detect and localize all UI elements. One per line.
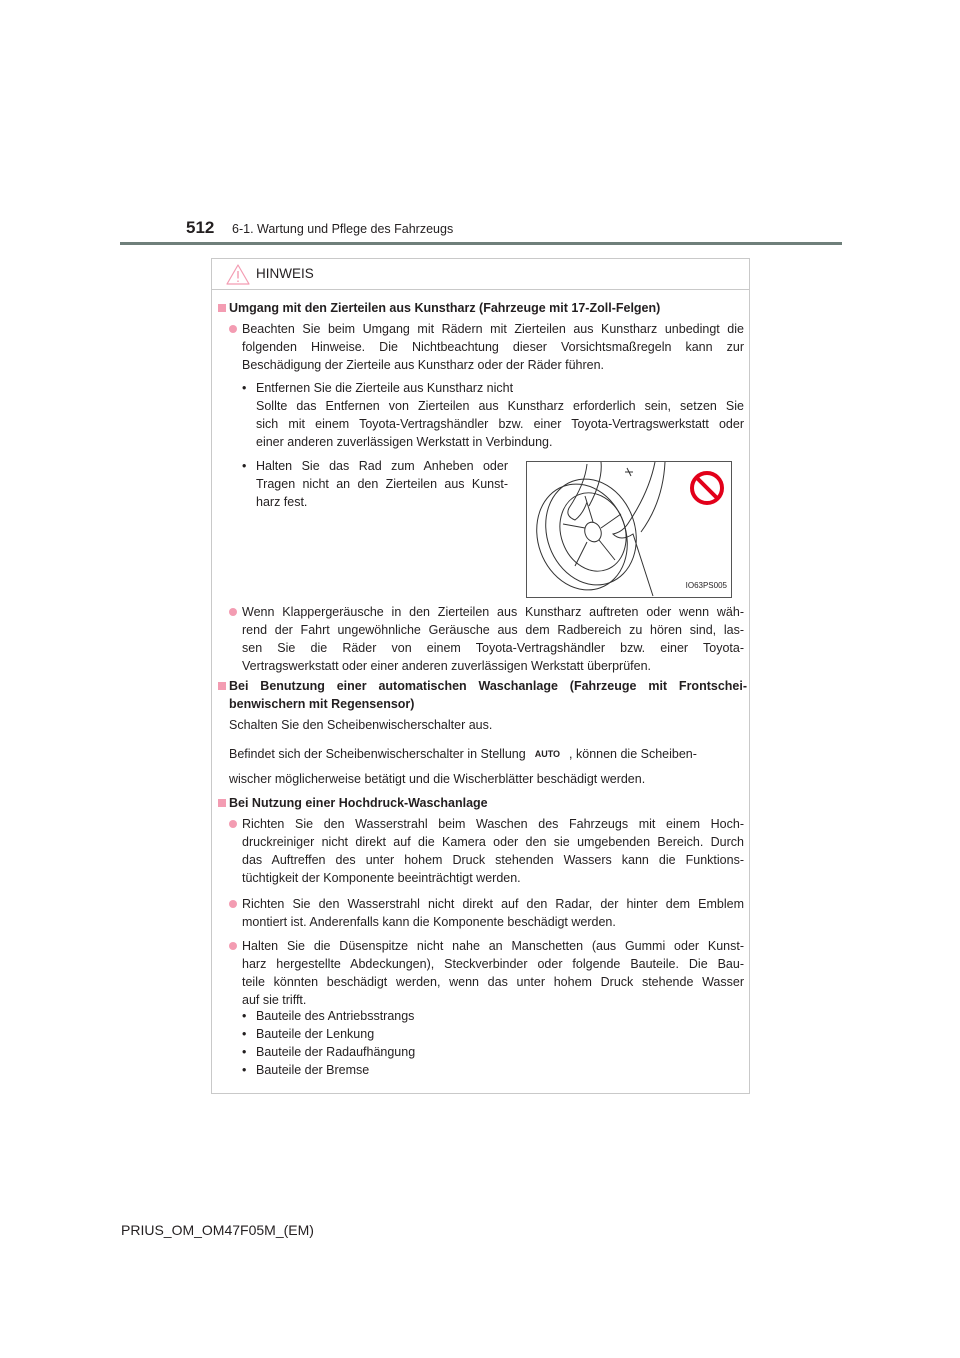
text-line: druckreiniger nicht direkt auf die Kamera oder den sie umgebenden Bereich. Durch bbox=[242, 835, 744, 849]
text-line: Sollte das Entfernen von Zierteilen aus Kunstharz erforderlich sein, setzen Sie bbox=[256, 399, 744, 413]
bullet-text bbox=[242, 815, 744, 887]
bullet-dot bbox=[229, 820, 237, 828]
paragraph-line bbox=[229, 745, 747, 763]
text-line: Beschädigung der Zierteile aus Kunstharz oder der Räder führen. bbox=[242, 358, 605, 372]
text-line: Richten Sie den Wasserstrahl beim Waschen des Fahrzeugs mit einem Hoch- bbox=[242, 817, 744, 831]
section-heading bbox=[229, 677, 747, 713]
document-code: PRIUS_OM_OM47F05M_(EM) bbox=[121, 1222, 314, 1238]
paragraph-line: wischer möglicherweise betätigt und die Wischerblätter beschädigt werden. bbox=[229, 772, 646, 786]
section-heading: Umgang mit den Zierteilen aus Kunstharz (Fahrzeuge mit 17-Zoll-Felgen) bbox=[229, 301, 661, 315]
auto-mode-symbol: AUTO bbox=[534, 749, 561, 759]
text-line: sich mit einem Toyota-Vertragshändler bzw. einer Toyota-Vertragswerkstatt oder bbox=[256, 417, 744, 431]
bullet-dot bbox=[229, 325, 237, 333]
subitem-marker: • bbox=[242, 459, 247, 473]
heading-line: benwischern mit Regensensor) bbox=[229, 697, 415, 711]
section-marker bbox=[218, 304, 226, 312]
notice-box bbox=[211, 258, 750, 1094]
bullet-text bbox=[242, 895, 744, 931]
text-line: Richten Sie den Wasserstrahl nicht direkt auf den Radar, der hinter dem Emblem bbox=[242, 897, 744, 911]
subitem-marker: • bbox=[242, 1063, 247, 1077]
warning-triangle-icon bbox=[226, 264, 250, 285]
text-line: Vertragswerkstatt oder einer anderen zuverlässigen Werkstatt überprüfen. bbox=[242, 659, 652, 673]
text-line: einer anderen zuverlässigen Werkstatt in Verbindung. bbox=[256, 435, 553, 449]
text-line: Tragen nicht an den Zierteilen aus Kunst- bbox=[256, 477, 508, 491]
notice-header bbox=[212, 259, 749, 290]
bullet-text bbox=[242, 603, 744, 675]
text-line: Halten Sie das Rad zum Anheben oder bbox=[256, 459, 508, 473]
bullet-dot bbox=[229, 942, 237, 950]
page-number: 512 bbox=[186, 218, 215, 237]
notice-title: HINWEIS bbox=[256, 266, 314, 281]
header-rule bbox=[120, 242, 842, 245]
text-line: sen Sie die Räder von einem Toyota-Vertragshändler bzw. einer Toyota- bbox=[242, 641, 744, 655]
text-line: tüchtigkeit der Komponente beeinträchtigt werden. bbox=[242, 871, 521, 885]
wheel-illustration bbox=[526, 461, 732, 598]
section-marker bbox=[218, 682, 226, 690]
text-line: Wenn Klappergeräusche in den Zierteilen aus Kunstharz auftreten oder wenn wäh- bbox=[242, 605, 744, 619]
text-line: das Auftreffen des unter hohem Druck stehenden Wassers kann die Funktions- bbox=[242, 853, 744, 867]
subitem-text bbox=[256, 457, 508, 511]
bullet-text bbox=[242, 320, 744, 374]
bullet-dot bbox=[229, 900, 237, 908]
text-line: harz fest. bbox=[256, 495, 308, 509]
subitem-text: Bauteile der Lenkung bbox=[256, 1027, 375, 1041]
paragraph-text: , können die Scheiben- bbox=[569, 747, 697, 761]
subitem-text bbox=[256, 379, 744, 451]
text-line: montiert ist. Anderenfalls kann die Komponente beschädigt werden. bbox=[242, 915, 616, 929]
figure-code: IO63PS005 bbox=[685, 581, 727, 590]
text-line: Halten Sie die Düsenspitze nicht nahe an Manschetten (aus Gummi oder Kunst- bbox=[242, 939, 744, 953]
subitem-text: Bauteile der Radaufhängung bbox=[256, 1045, 416, 1059]
text-line: Beachten Sie beim Umgang mit Rädern mit Zierteilen aus Kunstharz unbedingt die bbox=[242, 322, 744, 336]
paragraph-text: Befindet sich der Scheibenwischerschalter in Stellung bbox=[229, 747, 526, 761]
text-line: teile könnten beschädigt werden, wenn das unter hohem Druck stehende Wasser bbox=[242, 975, 744, 989]
subitem-marker: • bbox=[242, 1045, 247, 1059]
text-line: Entfernen Sie die Zierteile aus Kunstharz nicht bbox=[256, 381, 514, 395]
subitem-text: Bauteile der Bremse bbox=[256, 1063, 370, 1077]
text-line: auf sie trifft. bbox=[242, 993, 307, 1007]
section-marker bbox=[218, 799, 226, 807]
subitem-marker: • bbox=[242, 381, 247, 395]
paragraph: Schalten Sie den Scheibenwischerschalter aus. bbox=[229, 718, 493, 732]
bullet-text bbox=[242, 937, 744, 1009]
text-line: folgenden Hinweise. Die Nichtbeachtung dieser Vorsichtsmaßregeln kann zur bbox=[242, 340, 744, 354]
bullet-dot bbox=[229, 608, 237, 616]
section-title: 6-1. Wartung und Pflege des Fahrzeugs bbox=[232, 222, 454, 236]
subitem-marker: • bbox=[242, 1009, 247, 1023]
prohibition-icon bbox=[689, 470, 725, 506]
subitem-text: Bauteile des Antriebsstrangs bbox=[256, 1009, 415, 1023]
text-line: harz hergestellte Abdeckungen), Steckverbinder oder folgende Bauteile. Die Bau- bbox=[242, 957, 744, 971]
subitem-marker: • bbox=[242, 1027, 247, 1041]
section-heading: Bei Nutzung einer Hochdruck-Waschanlage bbox=[229, 796, 488, 810]
text-line: rend der Fahrt ungewöhnliche Geräusche aus dem Radbereich zu hören sind, las- bbox=[242, 623, 744, 637]
heading-line: Bei Benutzung einer automatischen Waschanlage (Fahrzeuge mit Frontschei- bbox=[229, 679, 747, 693]
